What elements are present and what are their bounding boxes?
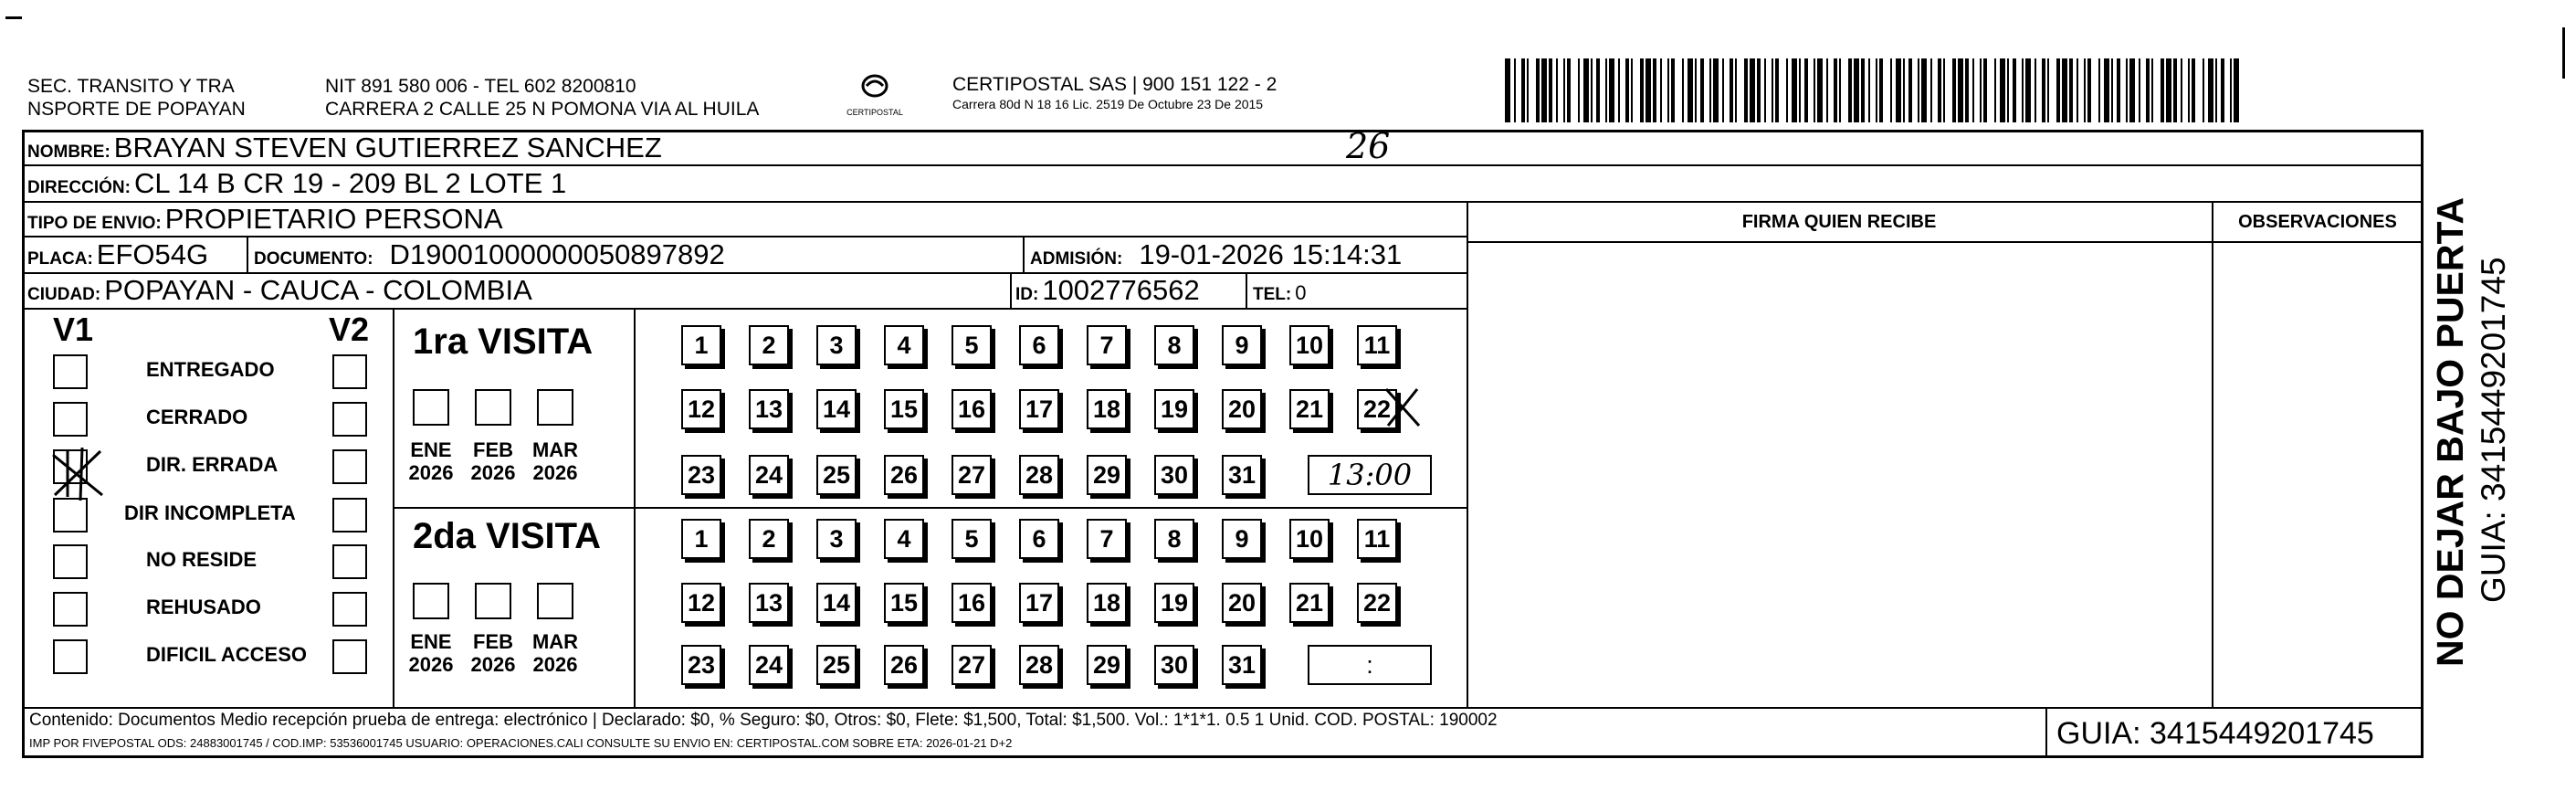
day-22-strike-icon bbox=[1381, 385, 1425, 429]
visita2-day-box[interactable]: 15 bbox=[884, 583, 924, 623]
status-label: DIR INCOMPLETA bbox=[124, 501, 296, 524]
v2-checkbox[interactable] bbox=[332, 592, 367, 627]
v1-checkbox[interactable] bbox=[53, 544, 88, 579]
visita1-day-box[interactable]: 11 bbox=[1357, 325, 1397, 365]
visita2-day-box[interactable]: 6 bbox=[1019, 519, 1059, 559]
visita2-day-box[interactable]: 29 bbox=[1087, 645, 1127, 685]
sender-line-2: NSPORTE DE POPAYAN bbox=[27, 99, 246, 120]
v1-checkbox[interactable] bbox=[53, 639, 88, 674]
visita1-day-box[interactable]: 3 bbox=[816, 325, 857, 365]
carrier-license: Carrera 80d N 18 16 Lic. 2519 De Octubre 23 De 2015 bbox=[952, 97, 1264, 111]
visita1-day-box[interactable]: 14 bbox=[816, 389, 857, 429]
visita1-month-label: MAR 2026 bbox=[531, 438, 579, 484]
placa-field bbox=[27, 238, 208, 276]
admision-field bbox=[1030, 238, 1402, 276]
v2-label: V2 bbox=[329, 311, 370, 348]
visita2-day-box[interactable]: 26 bbox=[884, 645, 924, 685]
visita1-time-box[interactable]: 13:00 bbox=[1308, 455, 1432, 495]
v2-checkbox[interactable] bbox=[332, 544, 367, 579]
visita1-day-box[interactable]: 19 bbox=[1154, 389, 1194, 429]
visita2-month-checkbox[interactable] bbox=[475, 583, 511, 619]
handwritten-mark-icon bbox=[46, 446, 115, 504]
visita1-month-checkbox[interactable] bbox=[537, 389, 573, 426]
visita2-day-box[interactable]: 8 bbox=[1154, 519, 1194, 559]
admision-value: 19-01-2026 15:14:31 bbox=[1139, 238, 1403, 270]
footer-content-line: Contenido: Documentos Medio recepción prueba de entrega: electrónico | Declarado: $0, % Seguro: $0, Otros: $0, Flete: $1,500, Total: $1,500. Vol.: 1*1*1. 0.5 1 Unid. COD. POSTAL: 190002 bbox=[29, 711, 1498, 730]
visita2-month-checkbox[interactable] bbox=[413, 583, 449, 619]
carrier-logo-icon bbox=[836, 69, 913, 121]
visita1-day-box[interactable]: 5 bbox=[952, 325, 992, 365]
documento-field bbox=[254, 238, 725, 276]
visita1-day-box[interactable]: 21 bbox=[1289, 389, 1330, 429]
visita2-day-box[interactable]: 19 bbox=[1154, 583, 1194, 623]
sender-info bbox=[325, 75, 759, 121]
nombre-field bbox=[27, 132, 662, 169]
visita1-day-box[interactable]: 1 bbox=[681, 325, 721, 365]
visita2-day-box[interactable]: 12 bbox=[681, 583, 721, 623]
corner-mark bbox=[5, 16, 22, 19]
visita1-day-box[interactable]: 8 bbox=[1154, 325, 1194, 365]
visita2-day-box[interactable]: 5 bbox=[952, 519, 992, 559]
placa-label: PLACA: bbox=[27, 249, 93, 269]
sender-name bbox=[27, 75, 246, 121]
visita2-day-box[interactable]: 18 bbox=[1087, 583, 1127, 623]
visita1-day-box[interactable]: 16 bbox=[952, 389, 992, 429]
direccion-label: DIRECCIÓN: bbox=[27, 178, 131, 197]
status-label: DIR. ERRADA bbox=[146, 453, 279, 476]
visita2-day-box[interactable]: 20 bbox=[1222, 583, 1262, 623]
v2-checkbox[interactable] bbox=[332, 354, 367, 389]
carrier-logo-text: CERTIPOSTAL bbox=[846, 108, 903, 117]
visita1-day-box[interactable]: 31 bbox=[1222, 455, 1262, 495]
visita1-day-box[interactable]: 27 bbox=[952, 455, 992, 495]
visita2-day-box[interactable]: 23 bbox=[681, 645, 721, 685]
visita1-day-box[interactable]: 17 bbox=[1019, 389, 1059, 429]
visita1-day-box[interactable]: 20 bbox=[1222, 389, 1262, 429]
visita2-day-box[interactable]: 28 bbox=[1019, 645, 1059, 685]
visita2-day-box[interactable]: 13 bbox=[749, 583, 789, 623]
direccion-field bbox=[27, 167, 566, 205]
v2-checkbox[interactable] bbox=[332, 449, 367, 484]
v1-checkbox[interactable] bbox=[53, 354, 88, 389]
status-label: CERRADO bbox=[146, 406, 248, 428]
visita2-time-box[interactable]: : bbox=[1308, 645, 1432, 685]
visita2-day-box[interactable]: 25 bbox=[816, 645, 857, 685]
status-label: REHUSADO bbox=[146, 596, 261, 618]
visita2-day-box[interactable]: 11 bbox=[1357, 519, 1397, 559]
barcode-icon bbox=[1505, 58, 2241, 122]
visita1-month-label: ENE 2026 bbox=[408, 438, 454, 484]
footer-print-line: IMP POR FIVEPOSTAL ODS: 24883001745 / COD.IMP: 53536001745 USUARIO: OPERACIONES.CALI CONSULTE SU ENVIO EN: CERTIPOSTAL.COM SOBRE ETA: 2026-01-21 D+2 bbox=[29, 736, 1013, 750]
visita2-title: 2da VISITA bbox=[413, 516, 601, 556]
id-value: 1002776562 bbox=[1042, 274, 1200, 306]
side-warning: NO DEJAR BAJO PUERTA bbox=[2429, 196, 2471, 667]
visita2-day-box[interactable]: 16 bbox=[952, 583, 992, 623]
visita1-day-box[interactable]: 25 bbox=[816, 455, 857, 495]
v1-label: V1 bbox=[53, 311, 94, 348]
id-field bbox=[1015, 274, 1200, 311]
visita1-month-label: FEB 2026 bbox=[470, 438, 516, 484]
visita1-day-box[interactable]: 4 bbox=[884, 325, 924, 365]
visita2-month-label: FEB 2026 bbox=[470, 630, 516, 676]
visita1-day-box[interactable]: 30 bbox=[1154, 455, 1194, 495]
handwritten-day-note: 26 bbox=[1346, 126, 1391, 166]
visita2-day-box[interactable]: 2 bbox=[749, 519, 789, 559]
placa-value: EFO54G bbox=[96, 238, 209, 270]
v2-checkbox[interactable] bbox=[332, 402, 367, 437]
visita1-day-box[interactable]: 15 bbox=[884, 389, 924, 429]
documento-label: DOCUMENTO: bbox=[254, 249, 373, 269]
status-label: DIFICIL ACCESO bbox=[146, 643, 308, 666]
tel-value: 0 bbox=[1295, 281, 1307, 304]
carrier-name: CERTIPOSTAL SAS | 900 151 122 - 2 bbox=[952, 74, 1277, 95]
visita1-day-box[interactable]: 24 bbox=[749, 455, 789, 495]
visita2-day-box[interactable]: 10 bbox=[1289, 519, 1330, 559]
visita2-day-box[interactable]: 9 bbox=[1222, 519, 1262, 559]
ciudad-value: POPAYAN - CAUCA - COLOMBIA bbox=[104, 274, 532, 306]
v1-checkbox[interactable] bbox=[53, 402, 88, 437]
visita1-day-box[interactable]: 29 bbox=[1087, 455, 1127, 495]
visita2-day-box[interactable]: 24 bbox=[749, 645, 789, 685]
tipo-envio-value: PROPIETARIO PERSONA bbox=[164, 203, 503, 235]
visita1-day-box[interactable]: 23 bbox=[681, 455, 721, 495]
visita1-day-box[interactable]: 9 bbox=[1222, 325, 1262, 365]
side-guia: GUIA: 3415449201745 bbox=[2475, 257, 2512, 603]
nombre-label: NOMBRE: bbox=[27, 142, 110, 162]
visita1-day-box[interactable]: 13 bbox=[749, 389, 789, 429]
direccion-value: CL 14 B CR 19 - 209 BL 2 LOTE 1 bbox=[133, 167, 567, 199]
tel-label: TEL: bbox=[1253, 285, 1292, 304]
visita1-day-box[interactable]: 28 bbox=[1019, 455, 1059, 495]
visita2-day-box[interactable]: 22 bbox=[1357, 583, 1397, 623]
edge-mark bbox=[2562, 27, 2565, 79]
visita2-day-box[interactable]: 27 bbox=[952, 645, 992, 685]
sender-address: CARRERA 2 CALLE 25 N POMONA VIA AL HUILA bbox=[325, 99, 760, 120]
visita2-day-box[interactable]: 17 bbox=[1019, 583, 1059, 623]
visita2-day-box[interactable]: 4 bbox=[884, 519, 924, 559]
visita1-day-box[interactable]: 6 bbox=[1019, 325, 1059, 365]
documento-value: D19001000000050897892 bbox=[389, 238, 725, 270]
visita1-title: 1ra VISITA bbox=[413, 322, 594, 362]
observaciones-header: OBSERVACIONES bbox=[2238, 212, 2397, 232]
v2-checkbox[interactable] bbox=[332, 639, 367, 674]
sender-nit: NIT 891 580 006 - TEL 602 8200810 bbox=[325, 76, 636, 97]
visita2-day-box[interactable]: 1 bbox=[681, 519, 721, 559]
visita1-day-box[interactable]: 18 bbox=[1087, 389, 1127, 429]
visita2-day-box[interactable]: 30 bbox=[1154, 645, 1194, 685]
firma-header: FIRMA QUIEN RECIBE bbox=[1741, 212, 1937, 232]
visita1-month-checkbox[interactable] bbox=[475, 389, 511, 426]
visita2-day-box[interactable]: 31 bbox=[1222, 645, 1262, 685]
visita2-day-box[interactable]: 14 bbox=[816, 583, 857, 623]
tel-field bbox=[1253, 274, 1306, 311]
admision-label: ADMISIÓN: bbox=[1030, 249, 1123, 269]
nombre-value: BRAYAN STEVEN GUTIERREZ SANCHEZ bbox=[113, 132, 662, 163]
id-label: ID: bbox=[1015, 285, 1039, 304]
sender-line-1: SEC. TRANSITO Y TRA bbox=[27, 76, 235, 97]
status-label: ENTREGADO bbox=[146, 358, 275, 381]
ciudad-label: CIUDAD: bbox=[27, 285, 101, 304]
v2-checkbox[interactable] bbox=[332, 498, 367, 533]
visita1-day-box[interactable]: 12 bbox=[681, 389, 721, 429]
visita2-day-box[interactable]: 3 bbox=[816, 519, 857, 559]
visita2-day-box[interactable]: 21 bbox=[1289, 583, 1330, 623]
visita2-month-label: ENE 2026 bbox=[408, 630, 454, 676]
visita2-month-label: MAR 2026 bbox=[531, 630, 579, 676]
visita1-day-box[interactable]: 10 bbox=[1289, 325, 1330, 365]
visita1-day-box[interactable]: 26 bbox=[884, 455, 924, 495]
carrier-info bbox=[952, 73, 1277, 112]
visita1-day-box[interactable]: 7 bbox=[1087, 325, 1127, 365]
footer-guia: GUIA: 3415449201745 bbox=[2056, 716, 2374, 751]
status-label: NO RESIDE bbox=[146, 548, 258, 571]
v1-checkbox[interactable] bbox=[53, 592, 88, 627]
tipo-envio-label: TIPO DE ENVIO: bbox=[27, 214, 162, 233]
visita2-day-box[interactable]: 7 bbox=[1087, 519, 1127, 559]
visita1-day-box[interactable]: 22 bbox=[1357, 389, 1397, 429]
visita2-month-checkbox[interactable] bbox=[537, 583, 573, 619]
ciudad-field bbox=[27, 274, 532, 311]
barcode bbox=[1505, 58, 2241, 122]
visita1-month-checkbox[interactable] bbox=[413, 389, 449, 426]
visita1-day-box[interactable]: 2 bbox=[749, 325, 789, 365]
tipo-envio-field bbox=[27, 203, 503, 240]
